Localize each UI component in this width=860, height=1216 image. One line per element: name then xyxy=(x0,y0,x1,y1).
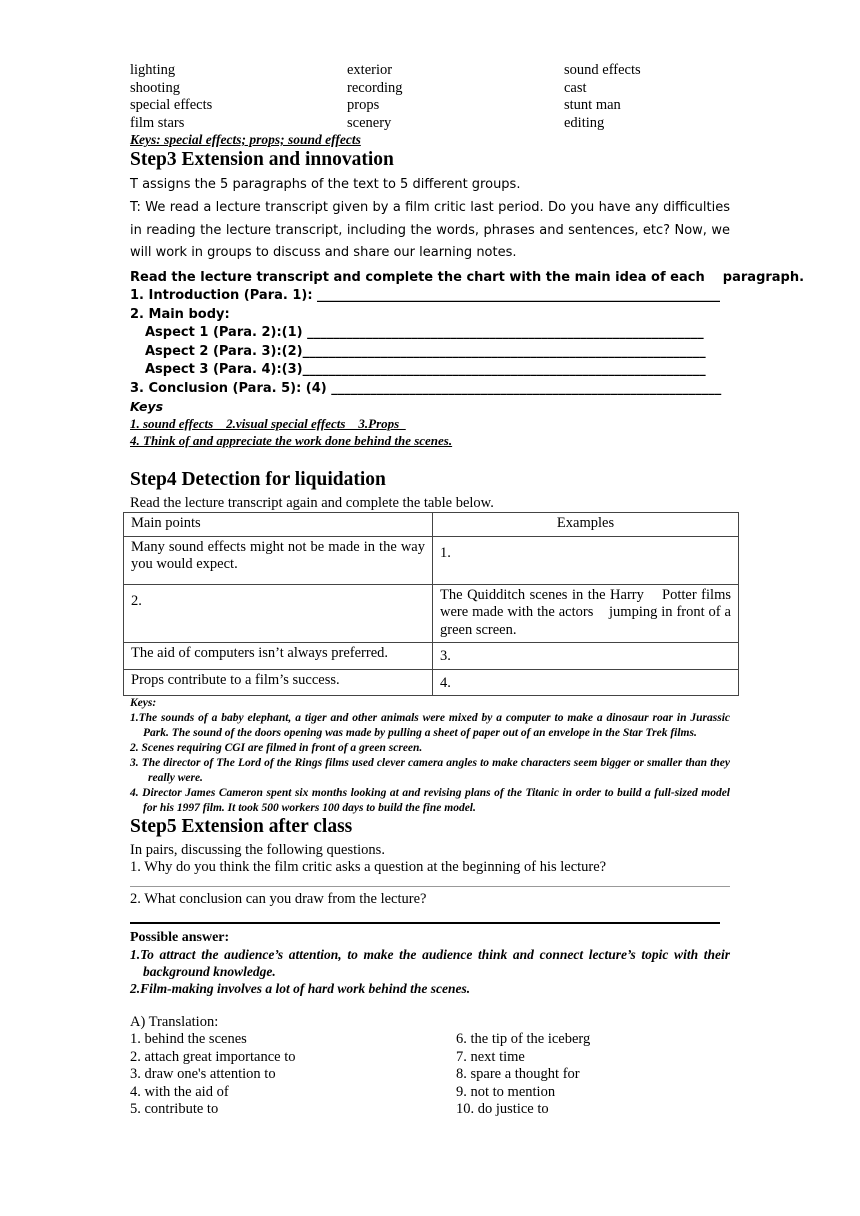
vocab-word: lighting xyxy=(130,62,176,78)
step3-key: 4. Think of and appreciate the work done behind the scenes. xyxy=(130,433,453,448)
question-2: 2. What conclusion can you draw from the lecture? xyxy=(130,891,427,907)
step3-heading: Step3 Extension and innovation xyxy=(130,149,394,170)
chart-line: 3. Conclusion (Para. 5): (4) ____________________________________________________________ xyxy=(130,380,722,396)
step4-key: 3. The director of The Lord of the Rings films used clever camera angles to make characters seem bigger or smaller than they really were. xyxy=(130,757,730,784)
table-row xyxy=(124,643,739,670)
vocab-word: recording xyxy=(347,79,403,96)
translation-list xyxy=(130,1031,730,1119)
table-row xyxy=(124,669,739,696)
phrase-item: 6. the tip of the iceberg xyxy=(456,1031,591,1047)
table-row xyxy=(124,536,739,584)
step5-intro: In pairs, discussing the following questions. xyxy=(130,842,385,858)
table-cell: The Quidditch scenes in the Harry Potter films were made with the actors jumping in front of a green screen. xyxy=(433,584,739,643)
table-cell: 3. xyxy=(433,643,739,670)
phrase-item: 7. next time xyxy=(456,1048,525,1065)
step3-paragraph: T: We read a lecture transcript given by a film critic last period. Do you have any difficulties in reading the lecture transcript, including the words, phrases and sentences, etc? Now, we will work in groups to discuss and share our learning notes. xyxy=(130,200,730,260)
step3-paragraph: T assigns the 5 paragraphs of the text to 5 different groups. xyxy=(130,177,521,192)
step3-keys-label: Keys xyxy=(130,399,164,414)
table-row xyxy=(124,584,739,643)
vocab-word: editing xyxy=(564,114,605,131)
table-header: Examples xyxy=(433,513,739,537)
vocab-word: special effects xyxy=(130,97,213,113)
vocab-word: props xyxy=(347,97,380,113)
table-cell: 1. xyxy=(433,536,739,584)
main-points-table xyxy=(123,512,739,696)
step4-keys-label: Keys: xyxy=(130,697,157,709)
table-cell: 4. xyxy=(433,669,739,696)
phrase-item: 3. draw one's attention to xyxy=(130,1066,276,1082)
phrase-item: 4. with the aid of xyxy=(130,1083,229,1100)
vocab-word: sound effects xyxy=(564,62,641,78)
vocab-keys: Keys: special effects; props; sound effects xyxy=(130,132,361,147)
possible-answer: 2.Film-making involves a lot of hard work behind the scenes. xyxy=(130,981,471,996)
step4-key: 1.The sounds of a baby elephant, a tiger and other animals were mixed by a computer to make a dinosaur roar in Jurassic Park. The sound of the doors opening was made by pulling a sheet of paper out of an envelope in the Star Trek films. xyxy=(130,712,730,739)
table-header: Main points xyxy=(124,513,433,537)
step3-key: 1. sound effects 2.visual special effects 3.Props xyxy=(130,416,406,431)
chart-line: 2. Main body: xyxy=(130,306,230,322)
phrase-item: 8. spare a thought for xyxy=(456,1066,580,1082)
phrase-item: 10. do justice to xyxy=(456,1101,549,1117)
vocab-word: scenery xyxy=(347,114,392,131)
step3-task: Read the lecture transcript and complete the chart with the main idea of each paragraph. xyxy=(130,269,805,285)
step4-key: 4. Director James Cameron spent six months looking at and revising plans of the Titanic in order to build a full-sized model for his 1997 film. It took 500 workers 100 days to build the fine model. xyxy=(130,787,730,814)
step5-heading: Step5 Extension after class xyxy=(130,816,353,837)
chart-line: Aspect 3 (Para. 4):(3)______________________________________________________________ xyxy=(145,362,706,377)
vocab-word: shooting xyxy=(130,79,180,96)
table-cell: 2. xyxy=(124,584,433,643)
chart-line: Aspect 1 (Para. 2):(1) _____________________________________________________________ xyxy=(145,325,704,340)
vocabulary-grid xyxy=(130,62,730,132)
answer-line xyxy=(130,876,730,887)
phrase-item: 5. contribute to xyxy=(130,1101,219,1117)
question-1: 1. Why do you think the film critic asks a question at the beginning of his lecture? xyxy=(130,859,607,875)
vocab-word: film stars xyxy=(130,114,185,131)
phrase-item: 1. behind the scenes xyxy=(130,1031,247,1047)
phrase-item: 9. not to mention xyxy=(456,1083,556,1100)
worksheet-page xyxy=(130,62,805,1119)
phrase-item: 2. attach great importance to xyxy=(130,1048,296,1065)
table-cell: Many sound effects might not be made in the way you would expect. xyxy=(124,536,433,584)
possible-answer: 1.To attract the audience’s attention, to make the audience think and connect lecture’s topic with their background knowledge. xyxy=(130,947,730,979)
translation-title: A) Translation: xyxy=(130,1014,219,1030)
table-cell: The aid of computers isn’t always preferred. xyxy=(124,643,433,670)
step4-heading: Step4 Detection for liquidation xyxy=(130,469,386,490)
answer-line xyxy=(130,908,720,924)
vocab-word: cast xyxy=(564,79,587,96)
chart-line: Aspect 2 (Para. 3):(2)______________________________________________________________ xyxy=(145,343,706,359)
step4-intro: Read the lecture transcript again and complete the table below. xyxy=(130,495,494,511)
answer-label: Possible answer: xyxy=(130,930,230,945)
vocab-word: stunt man xyxy=(564,97,621,113)
table-cell: Props contribute to a film’s success. xyxy=(124,669,433,696)
table-header-row xyxy=(124,513,739,537)
step4-key: 2. Scenes requiring CGI are filmed in front of a green screen. xyxy=(130,742,423,754)
chart-line: 1. Introduction (Para. 1): ______________________________________________________________ xyxy=(130,288,721,303)
vocab-word: exterior xyxy=(347,62,393,78)
